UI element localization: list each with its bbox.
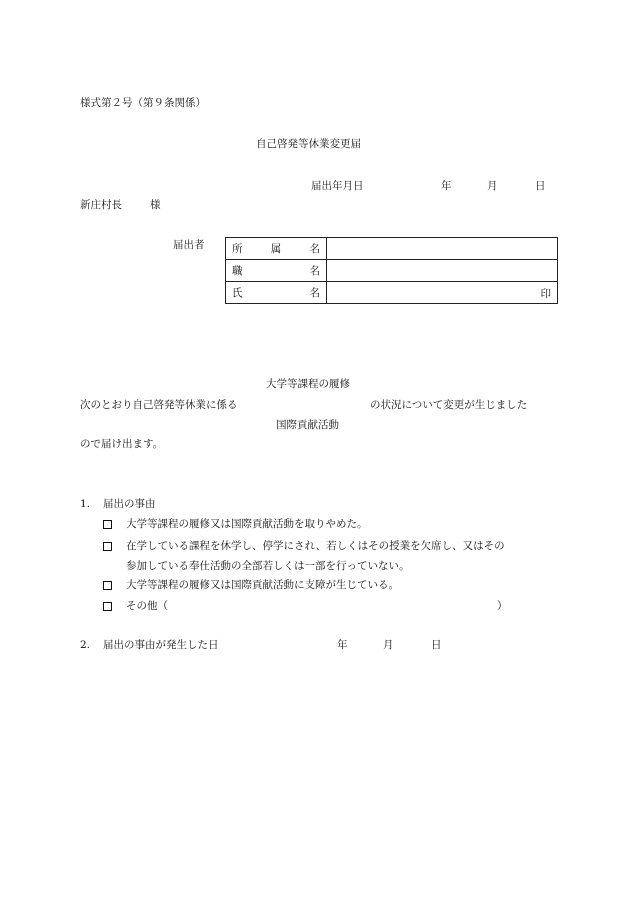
reason-4-text: その他（ [126, 600, 168, 612]
section1-title: 届出の事由 [103, 498, 156, 510]
option-study: 大学等課程の履修 [266, 378, 350, 390]
reason-checkbox-3[interactable] [103, 581, 112, 590]
date-label: 届出年月日 [311, 180, 364, 192]
occurrence-year: 年 [337, 639, 348, 651]
reason-checkbox-4[interactable] [103, 602, 112, 611]
position-row [226, 260, 558, 282]
occurrence-day: 日 [431, 639, 442, 651]
addressee-name: 新庄村長 [80, 199, 122, 211]
reason-checkbox-1[interactable] [103, 520, 112, 529]
option-international: 国際貢献活動 [276, 419, 339, 431]
seal-mark: 印 [540, 288, 551, 300]
section2-title: 届出の事由が発生した日 [103, 639, 219, 651]
applicant-table [225, 237, 558, 304]
affiliation-field[interactable] [327, 238, 558, 260]
date-month: 月 [487, 180, 498, 192]
name-label: 氏 名 [232, 287, 320, 299]
applicant-label: 届出者 [173, 239, 205, 251]
position-label: 職 名 [232, 265, 320, 277]
position-field[interactable] [327, 260, 558, 282]
name-field[interactable] [327, 282, 558, 304]
section1-number: 1. [80, 498, 91, 510]
reason-3-text: 大学等課程の履修又は国際貢献活動に支障が生じている。 [126, 579, 399, 591]
reason-1-text: 大学等課程の履修又は国際貢献活動を取りやめた。 [126, 518, 368, 530]
section2-number: 2. [80, 639, 91, 651]
form-number: 様式第２号（第９条関係） [80, 97, 206, 109]
body-line-2: ので届け出ます。 [80, 438, 164, 450]
reason-checkbox-2[interactable] [103, 542, 112, 551]
date-year: 年 [441, 180, 452, 192]
document-title: 自己啓発等休業変更届 [256, 138, 361, 150]
occurrence-month: 月 [383, 639, 394, 651]
reason-2-text-line2: 参加している奉仕活動の全部若しくは一部を行っていない。 [126, 560, 410, 572]
reason-2-text-line1: 在学している課程を休学し、停学にされ、若しくはその授業を欠席し、又はその [126, 540, 505, 552]
affiliation-label: 所 属 名 [232, 243, 320, 255]
reason-4-close-paren: ） [497, 600, 508, 612]
name-row [226, 282, 558, 304]
body-line-1-post: の状況について変更が生じました [370, 399, 528, 411]
affiliation-row [226, 238, 558, 260]
body-line-1-pre: 次のとおり自己啓発等休業に係る [80, 399, 238, 411]
date-day: 日 [535, 180, 546, 192]
addressee-honorific: 様 [150, 199, 161, 211]
